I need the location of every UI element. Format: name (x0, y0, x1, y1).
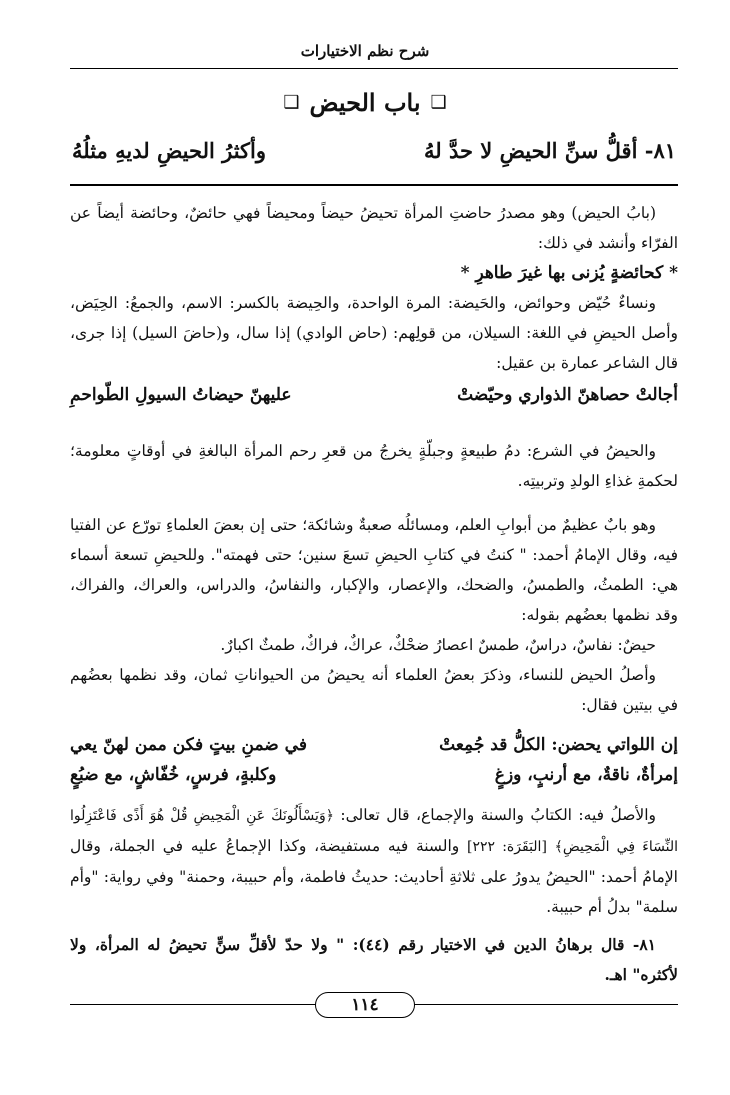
verse-second-half: وأكثرُ الحيضِ لديهِ مثلُهُ (72, 138, 267, 163)
note-text (70, 930, 678, 990)
evidence-intro: والأصلُ فيه: الكتابُ والسنة والإجماع، قال تعالى: (340, 806, 657, 824)
quoted-verse: * كحائضةٍ يُزنى بها غيرَ طاهرِ * (460, 263, 678, 283)
page-number: ١١٤ (315, 992, 415, 1018)
commentary-section-1 (70, 198, 678, 410)
quran-reference: [البَقَرَة: ٢٢٢] (466, 839, 547, 855)
poem-verse (70, 760, 678, 790)
chapter-title-text: باب الحيض (309, 88, 421, 117)
verse-first-half: إن اللواتي يحضن: الكلُّ قد جُمِعتْ (439, 735, 678, 755)
note-label: ٨١- قال برهانُ الدين في الاختيار رقم (٤٤): (352, 935, 656, 954)
verse-second-half: وكلبةٍ، فرسٍ، خُفّاشٍ، مع ضبُعٍ (70, 765, 277, 785)
commentary-section-2 (70, 436, 678, 496)
verse-note (70, 930, 678, 990)
commentary-section-5 (70, 800, 678, 922)
commentary-section-3 (70, 510, 678, 720)
verse-first-half: أجالتْ حصاهنّ الذواري وحيّضتْ (457, 385, 678, 405)
verse-first-half: ٨١- أقلُّ سنِّ الحيضِ لا حدَّ لهُ (424, 138, 676, 163)
paragraph-evidence (70, 800, 678, 922)
paragraph-importance: وهو بابٌ عظيمٌ من أبوابِ العلم، ومسائلُه صعبةٌ وشائكة؛ حتى إن بعضَ العلماءِ تورّع عن الفتيا فيه، وقال الإمامُ أحمد: " كنتُ في كتابِ الحيضِ تسعَ سنين؛ حتى فهمته". وللحيضِ تسعة أسماء هي: الطمثُ، والطمسُ، والضحك، والإعصار، والإكبار، والنفاسُ، والدراس، والعراك، والفراك، وقد نظمها بعضُهم بقوله: (70, 516, 678, 624)
verse-first-half: إمرأةٌ، ناقةٌ، مع أرنبٍ، وزغٍ (494, 765, 678, 785)
poem-verse (70, 730, 678, 760)
commentary-section-4 (70, 730, 678, 790)
poem-verse (70, 380, 678, 410)
quran-verse: ﴿وَيَسْأَلُونَكَ عَنِ الْمَحِيضِ قُلْ هُوَ أَذًى فَاعْتَزِلُوا النِّسَاءَ فِي الْمَحِيضِ﴾ (70, 808, 678, 855)
header-rule (70, 68, 678, 69)
note-quote: " ولا حدّ لأقلِّ سنٍّ تحيضُ له المرأة، ولا لأكثره" اهـ. (70, 935, 678, 984)
verse-second-half: في ضمنِ بيتٍ فكن ممن لهنّ يعي (70, 735, 307, 755)
square-bullet-icon: ❑ (283, 92, 300, 113)
main-verse (72, 138, 676, 163)
paragraph-names-verse: حيضٌ: نفاسٌ، دراسٌ، طمسٌ اعصارُ ضحْكٌ، عراكٌ، فراكٌ، طمثٌ اكبارٌ. (220, 636, 656, 654)
paragraph-plurals: ونساءٌ حُيّض وحوائض، والحَيضة: المرة الواحدة، والحِيضة بالكسر: الاسم، والجمعُ: الحِيَض، وأصل الحيضِ في اللغة: السيلان، من قولِهم: (حاض الوادي) إذا سال، و(حاضَ السيل) إذا جرى، قال الشاعر عمارة بن عقيل: (70, 294, 678, 372)
paragraph-definition: (بابُ الحيض) وهو مصدرُ حاضتِ المرأة تحيضُ حيضاً ومحيضاً فهي حائضٌ، وحائضة أيضاً عن الفرّاء وأنشد في ذلك: (70, 204, 678, 252)
verse-rule (70, 184, 678, 186)
square-bullet-icon: ❑ (430, 92, 447, 113)
chapter-title (0, 88, 730, 117)
running-head: شرح نظم الاختيارات (300, 42, 430, 60)
paragraph-animals: وأصلُ الحيض للنساء، وذكرَ بعضُ العلماء أنه يحيضُ من الحيواناتِ ثمان، وقد نظمها بعضُهم في بيتين فقال: (70, 666, 678, 714)
verse-second-half: عليهنّ حيضاتُ السيولِ الطّواحمِ (70, 385, 292, 405)
paragraph-sharia-definition: والحيضُ في الشرع: دمُ طبيعةٍ وجبلّةٍ يخرجُ من قعرِ رحم المرأة البالغةِ في أوقاتٍ معلومة؛ لحكمةِ غذاءِ الولدِ وتربيتِه. (70, 442, 678, 490)
evidence-continued: والسنة فيه مستفيضة، وكذا الإجماعُ عليه في الجملة، وقال الإمامُ أحمد: "الحيضُ يدورُ على ثلاثةِ أحاديث: حديثُ فاطمة، وأم حبيبة، وحمنة" وفي رواية: "وأم سلمة" بدلُ أم حبيبة. (70, 837, 678, 916)
